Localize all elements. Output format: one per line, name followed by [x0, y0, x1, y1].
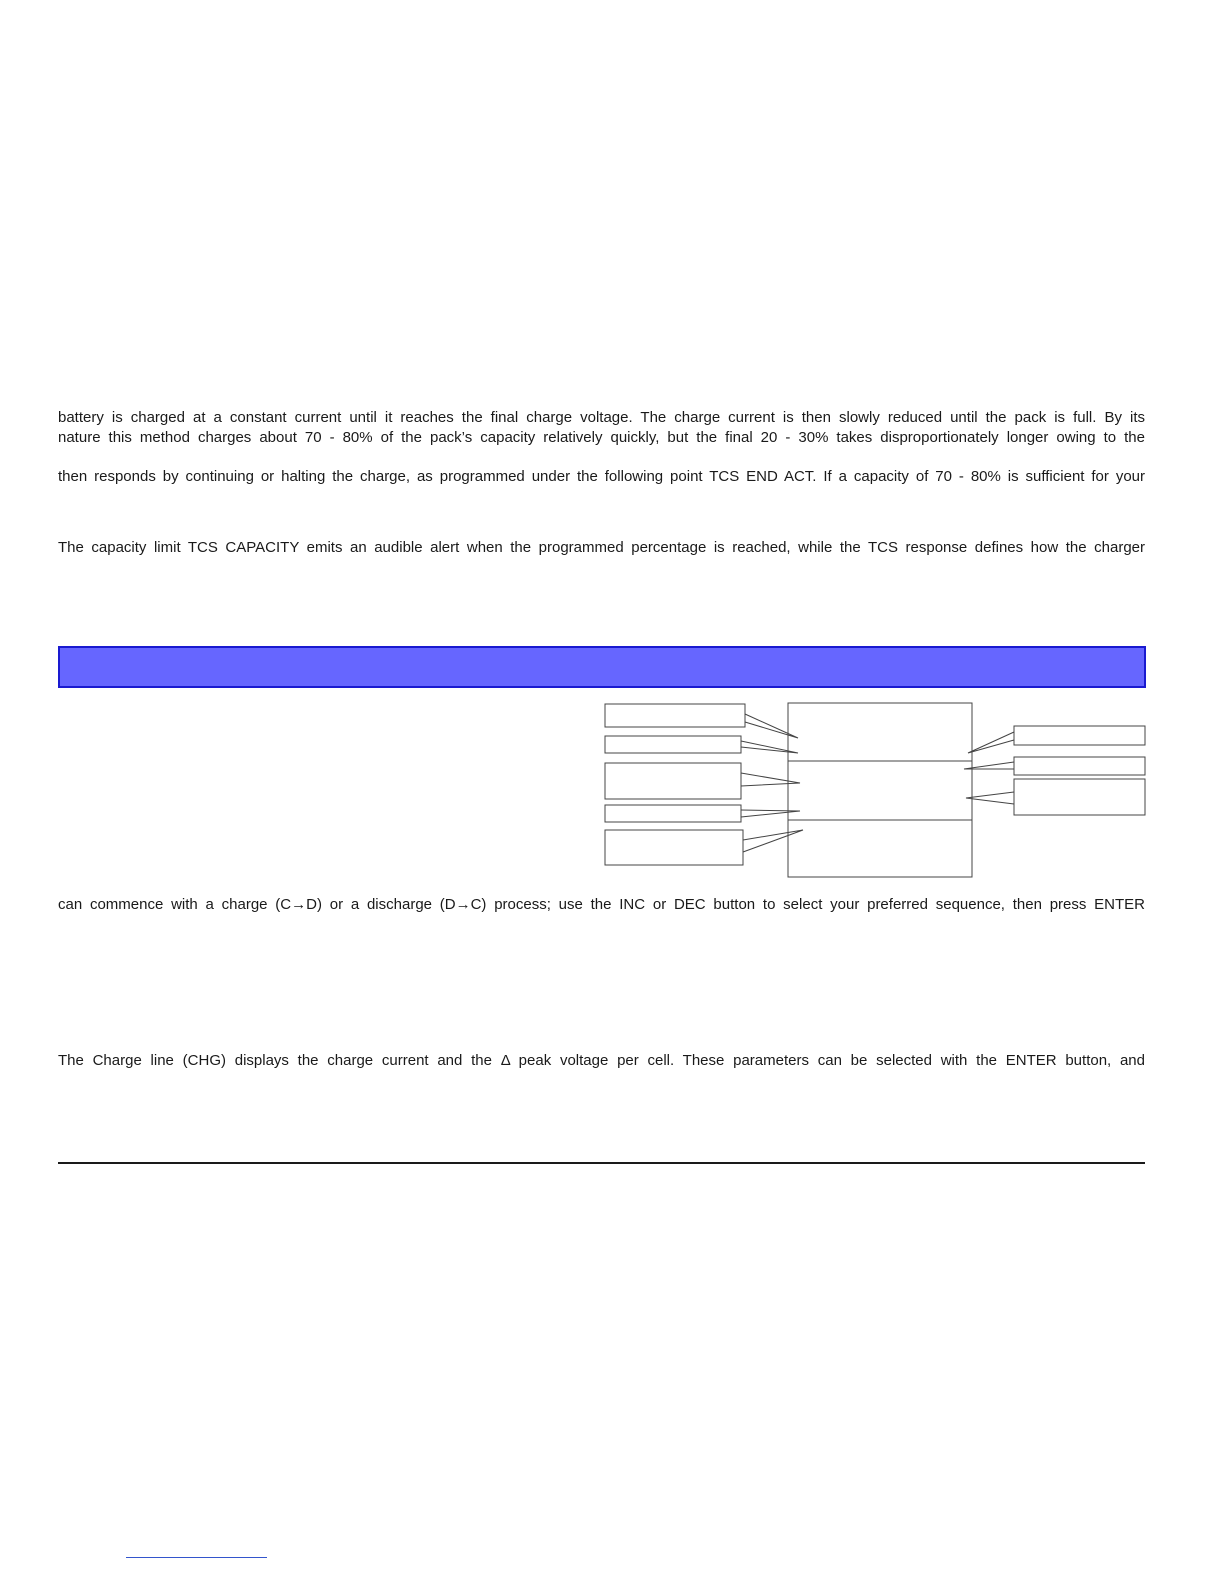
leader-line — [968, 732, 1014, 753]
callout-box-left — [605, 763, 741, 799]
body-text-line: then responds by continuing or halting the charge, as programmed under the following point TCS END ACT. If a capacity of 70 - 80% is sufficient for your — [58, 468, 1145, 485]
leader-line — [741, 773, 800, 786]
section-header-bar — [58, 646, 1146, 688]
callout-box-left — [605, 805, 741, 822]
callout-box-right — [1014, 757, 1145, 775]
callout-box-left — [605, 704, 745, 727]
callout-box-left — [605, 830, 743, 865]
callout-box-right — [1014, 726, 1145, 745]
display-panel — [788, 703, 972, 877]
leader-line — [743, 830, 803, 852]
callout-box-left — [605, 736, 741, 753]
body-text-line: The Charge line (CHG) displays the charge current and the Δ peak voltage per cell. These parameters can be selected with the ENTER button, and — [58, 1052, 1145, 1069]
body-text-line: can commence with a charge (C→D) or a discharge (D→C) process; use the INC or DEC button to select your preferred sequence, then press ENTER — [58, 896, 1145, 913]
display-diagram — [600, 700, 1150, 882]
leader-line — [745, 714, 798, 738]
leader-line — [741, 741, 798, 753]
horizontal-rule — [58, 1162, 1145, 1164]
leader-line — [741, 810, 800, 817]
body-text-line: nature this method charges about 70 - 80% of the pack’s capacity relatively quickly, but the final 20 - 30% takes disproportionately longer owing to the — [58, 429, 1145, 446]
body-text-line: The capacity limit TCS CAPACITY emits an audible alert when the programmed percentage is reached, while the TCS response defines how the charger — [58, 539, 1145, 556]
callout-box-right — [1014, 779, 1145, 815]
footer-link-underline[interactable] — [126, 1557, 267, 1558]
leader-line — [966, 792, 1014, 804]
body-text-line: battery is charged at a constant current until it reaches the final charge voltage. The charge current is then slowly reduced until the pack is full. By its — [58, 409, 1145, 426]
